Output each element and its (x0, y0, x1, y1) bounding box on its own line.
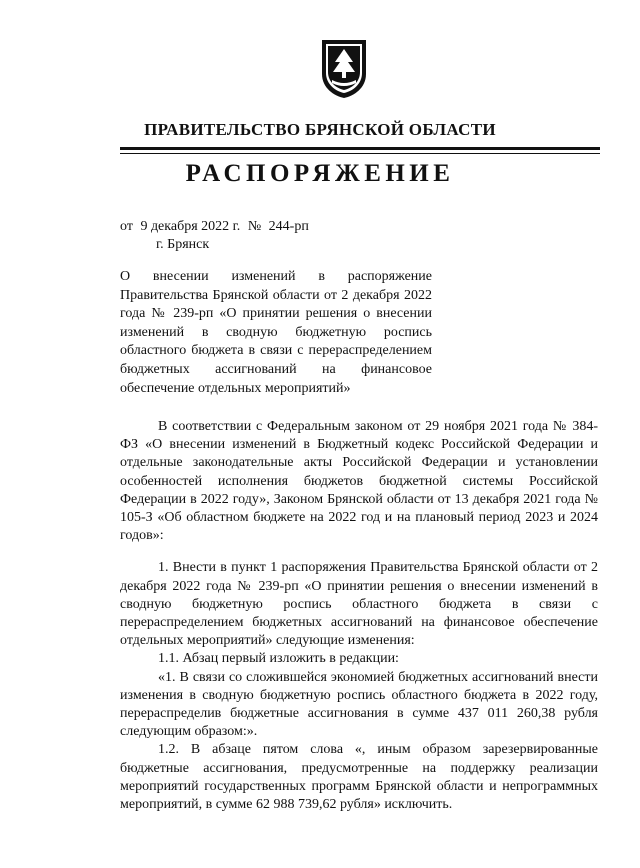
item-1-2-paragraph: 1.2. В абзаце пятом слова «, иным образом зарезервированные бюджетные ассигнования, предусмотренные на поддержку реализации мероприятий государственных программ Брянской области и непрограммных мероприятий, в сумме 62 988 739,62 рубля» исключить. (120, 742, 598, 813)
header-divider-thick (120, 147, 600, 150)
preamble-paragraph: В соответствии с Федеральным законом от 29 ноября 2021 года № 384-ФЗ «О внесении изменений в Бюджетный кодекс Российской Федерации и отдельные законодательные акты Российской Федерации и установлении особенностей исполнения бюджетов бюджетной системы Российской Федерации в 2022 году», Законом Брянской области от 13 декабря 2021 года № 105-З «Об областном бюджете на 2022 год и на плановый период 2023 и 2024 годов»: (120, 419, 598, 544)
government-title: ПРАВИТЕЛЬСТВО БРЯНСКОЙ ОБЛАСТИ (144, 120, 496, 139)
header-divider-thin (120, 153, 600, 154)
document-date: 9 декабря 2022 г. (140, 219, 241, 234)
document-city: г. Брянск (156, 237, 210, 252)
document-body (120, 418, 598, 814)
item-1-1-paragraph: 1.1. Абзац первый изложить в редакции: (158, 651, 399, 667)
document-type-title: РАСПОРЯЖЕНИЕ (185, 160, 455, 187)
date-prefix: от (120, 219, 133, 234)
document-subject: О внесении изменений в распоряжение Правительства Брянской области от 2 декабря 2022 года № 239-рп «О принятии решения о внесении изменений в сводную бюджетную роспись областного бюджета в связи с перераспределением бюджетных ассигнований на финансовое обеспечение отдельных мероприятий» (120, 269, 432, 396)
item-1-paragraph: 1. Внести в пункт 1 распоряжения Правительства Брянской области от 2 декабря 2022 года № 239-рп «О принятии решения о внесении изменений в сводную бюджетную роспись областного бюджета в связи с перераспределением бюджетных ассигнований на финансовое обеспечение отдельных мероприятий» следующие изменения: (120, 560, 598, 649)
document-meta (120, 218, 313, 254)
item-1-1-quote-paragraph: «1. В связи со сложившейся экономией бюджетных ассигнований внести изменения в сводную бюджетную роспись областного бюджета в 2022 году, перераспределив бюджетные ассигнования в сумме 437 011 260,38 рубля следующим образом:». (120, 669, 598, 740)
number-sign: № (247, 219, 262, 234)
bryansk-coat-of-arms-icon (318, 36, 370, 100)
date-number-line (120, 218, 313, 236)
document-number: 244-рп (268, 219, 309, 234)
